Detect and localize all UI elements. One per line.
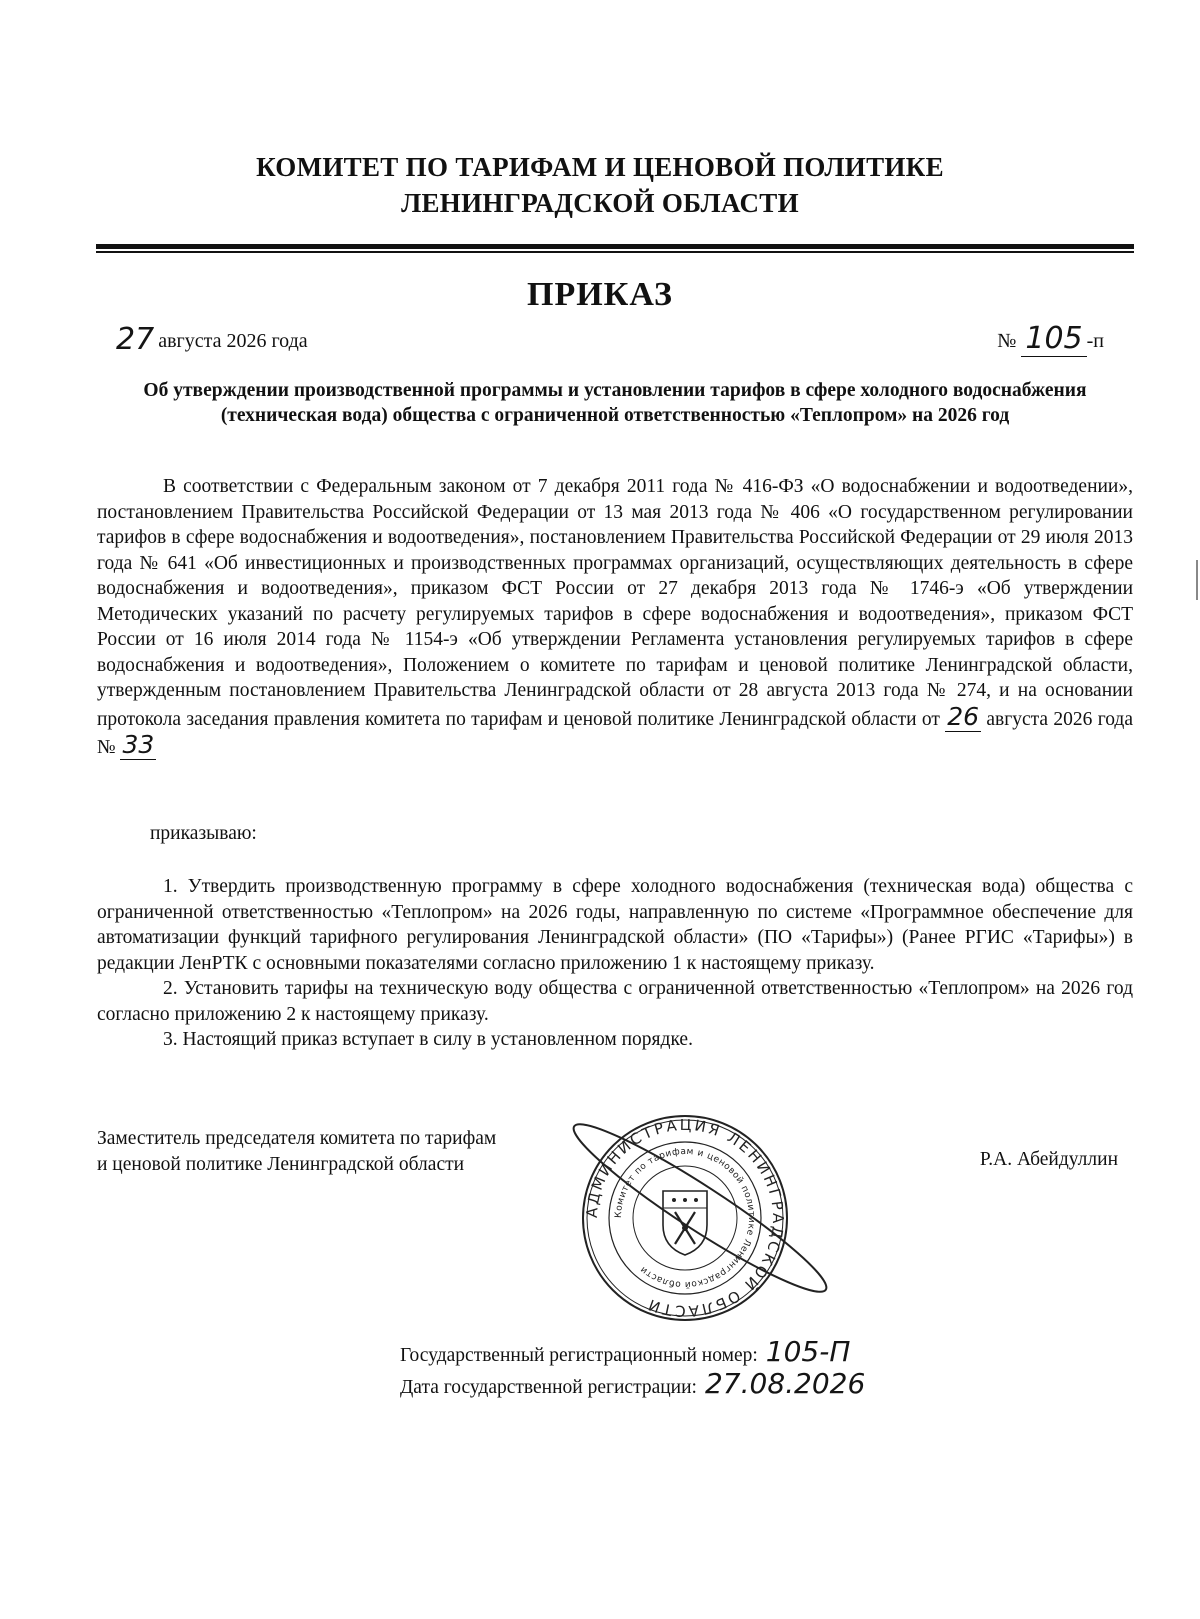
signatory-position [97,1126,496,1177]
header-rule-thin [96,251,1134,253]
order-word: приказываю: [150,823,257,844]
seal-outer-text: АДМИНИСТРАЦИЯ ЛЕНИНГРАДСКОЙ ОБЛАСТИ [582,1115,788,1321]
meeting-number-handwritten: 33 [122,730,155,759]
registration-date-handwritten: 27.08.2026 [704,1367,866,1400]
meeting-day-handwritten: 26 [947,701,980,731]
svg-text:Комитет по тарифам и ценовой п [614,1147,756,1289]
order-item-3: 3. Настоящий приказ вступает в силу в установленном порядке. [163,1029,693,1050]
order-date-rest: августа 2026 года [158,330,308,352]
scan-margin-mark [1196,560,1198,600]
signatory-position-line2: и ценовой политике Ленинградской области [97,1153,465,1175]
order-items [97,874,1133,1053]
registration-number-handwritten: 105-П [765,1335,851,1368]
official-seal-stamp [560,1088,860,1338]
header-rule-thick [96,244,1134,249]
seal-inner-text: Комитет по тарифам и ценовой политике Ленинградской области [613,1146,757,1290]
order-item-2: 2. Установить тарифы на техническую воду общества с ограниченной ответственностью «Теплопром» на 2026 год согласно приложению 2 к настоящему приказу. [97,978,1133,1025]
registration-date-line [400,1367,866,1402]
document-type-title: ПРИКАЗ [527,276,673,313]
signatory-name: Р.А. Абейдуллин [979,1149,1118,1170]
signatory-position-line1: Заместитель председателя комитета по тарифам [97,1128,497,1149]
order-number-suffix: -п [1086,330,1104,352]
order-item-1: 1. Утвердить производственную программу в сфере холодного водоснабжения (техническая вода) общества с ограниченной ответственностью «Теплопром» на 2026 годы, направленную по системе «Программное обеспечение для автоматизации функций тарифного регулирования Ленинградской области» (ПО «Тарифы») (Ранее РГИС «Тарифы») в редакции ЛенРТК с основными показателями согласно приложению 1 к настоящему приказу. [97,876,1133,974]
registration-date-label: Дата государственной регистрации: [400,1377,697,1398]
order-number [997,320,1104,355]
legal-basis-paragraph [97,474,1133,761]
legal-basis-text: В соответствии с Федеральным законом от 7 декабря 2011 года № 416-ФЗ «О водоснабжении и водоотведении», постановлением Правительства Российской Федерации от 13 мая 2013 года № 406 «О государственном регулировании тарифов в сфере водоснабжения и водоотведения», постановлением Правительства Российской Федерации от 29 июля 2013 года № 641 «Об инвестиционных и производственных программах организаций, осуществляющих деятельность в сфере водоснабжения и водоотведения», приказом ФСТ России от 27 декабря 2013 года № 1746-э «Об утверждении Методических указаний по расчету регулируемых тарифов в сфере водоснабжения и водоотведения», приказом ФСТ России от 16 июля 2014 года № 1154-э «Об утверждении Регламента установления регулируемых тарифов в сфере водоснабжения и водоотведения», Положением о комитете по тарифам и ценовой политике Ленинградской области, утвержденным постановлением Правительства Ленинградской области от 28 августа 2013 года № 274, и на основании протокола заседания правления комитета по тарифам и ценовой политике Ленинградской области от [97,476,1133,730]
order-subject: Об утверждении производственной программы и установлении тарифов в сфере холодного водоснабжения (техническая вода) общества с ограниченной ответственностью «Теплопром» на 2026 год [143,380,1087,426]
order-number-handwritten: 105 [1021,321,1086,357]
order-number-prefix: № [997,330,1017,352]
registration-number-label: Государственный регистрационный номер: [400,1345,758,1366]
registration-block [400,1335,866,1402]
registration-number-line [400,1335,865,1370]
order-date [116,320,308,355]
order-date-day-handwritten: 27 [116,322,155,357]
organization-name-line1: КОМИТЕТ ПО ТАРИФАМ И ЦЕНОВОЙ ПОЛИТИКЕ [256,152,944,182]
legal-basis-text-mid: августа 2026 года № [97,708,1133,758]
organization-name-line2: ЛЕНИНГРАДСКОЙ ОБЛАСТИ [401,188,799,218]
